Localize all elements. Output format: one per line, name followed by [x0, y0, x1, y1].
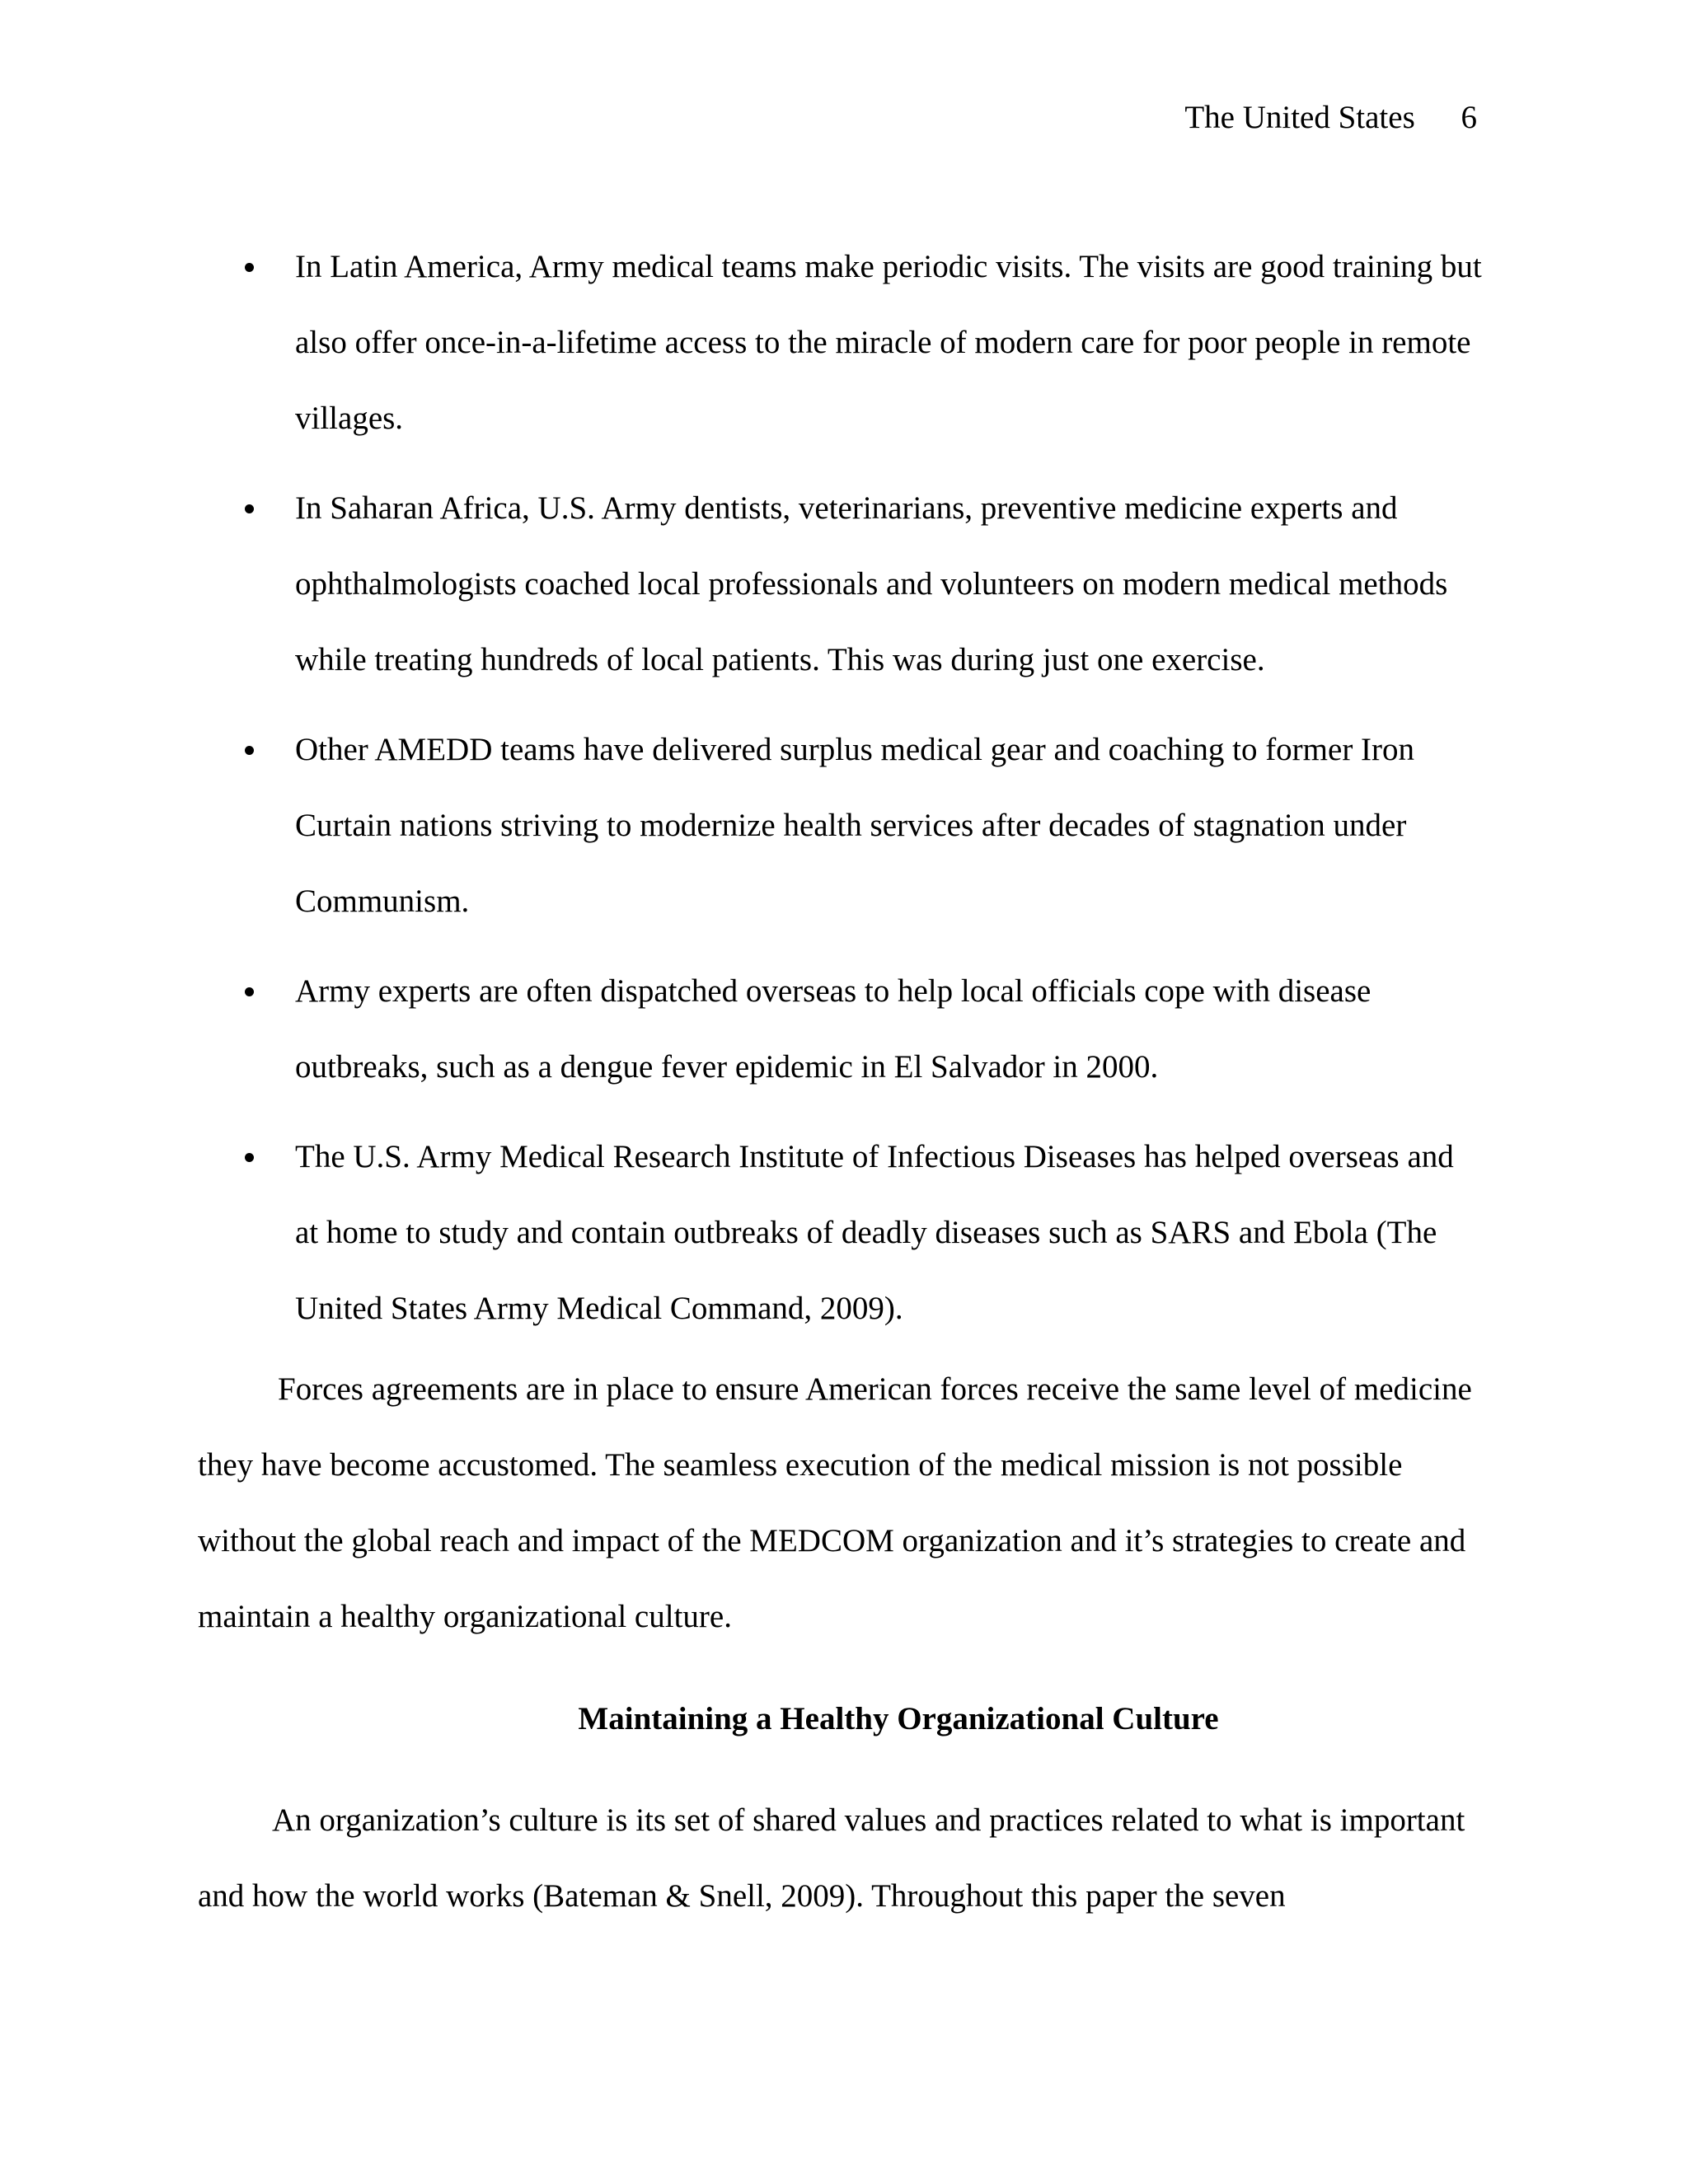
list-item [198, 954, 1484, 1105]
list-item-text: Other AMEDD teams have delivered surplus medical gear and coaching to former Iron Curtain nations striving to modernize health services after decades of stagnation under Communism. [295, 732, 1415, 919]
bullet-icon [245, 1153, 254, 1162]
bullet-icon [245, 504, 254, 513]
list-item-text: Army experts are often dispatched overseas to help local officials cope with disease outbreaks, such as a dengue fever epidemic in El Salvador in 2000. [295, 973, 1372, 1085]
bullet-list [198, 229, 1484, 1361]
body-paragraph: Forces agreements are in place to ensure American forces receive the same level of medicine they have become accustomed. The seamless execution of the medical mission is not possible without the global reach and impact of the MEDCOM organization and it’s strategies to create and maintain a healthy organizational culture. [198, 1371, 1472, 1634]
section-heading: Maintaining a Healthy Organizational Culture [578, 1701, 1219, 1736]
bullet-icon [245, 263, 254, 272]
running-head-title: The United States [1184, 100, 1415, 135]
list-item-text: The U.S. Army Medical Research Institute of Infectious Diseases has helped overseas and at home to study and contain outbreaks of deadly diseases such as SARS and Ebola (The United States Army Medical Command, 2009). [295, 1139, 1454, 1326]
list-item-text: In Latin America, Army medical teams make periodic visits. The visits are good training but also offer once-in-a-lifetime access to the miracle of modern care for poor people in remote villages. [295, 249, 1482, 436]
bullet-icon [245, 746, 254, 755]
running-head [1184, 97, 1477, 138]
list-item [198, 471, 1484, 698]
bullet-icon [245, 987, 254, 996]
list-item-text: In Saharan Africa, U.S. Army dentists, veterinarians, preventive medicine experts and ophthalmologists coached local professionals and volunteers on modern medical methods while treating hundreds of local patients. This was during just one exercise. [295, 490, 1448, 677]
list-item [198, 229, 1484, 457]
list-item [198, 712, 1484, 940]
page-number: 6 [1461, 100, 1477, 135]
list-item [198, 1119, 1484, 1347]
body-paragraph: An organization’s culture is its set of shared values and practices related to what is important and how the world works (Bateman & Snell, 2009). Throughout this paper the seven [198, 1802, 1465, 1914]
